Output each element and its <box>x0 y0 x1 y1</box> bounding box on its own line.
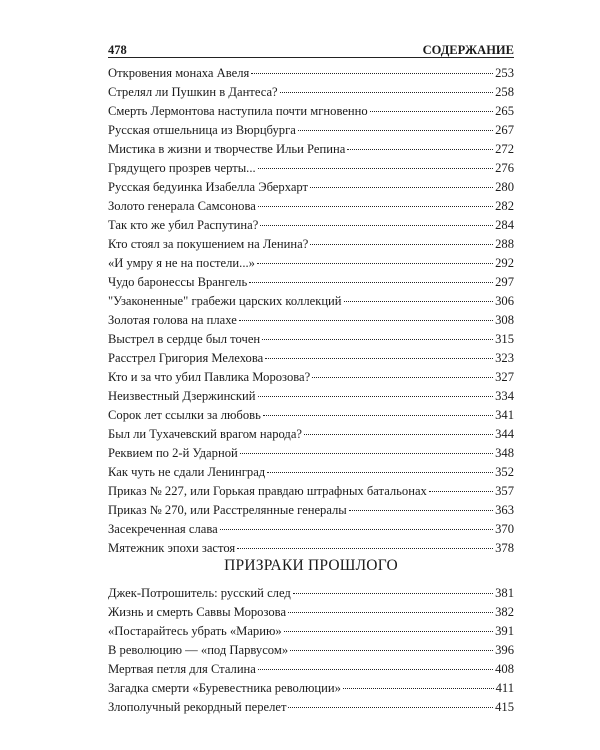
entry-page: 415 <box>495 700 514 714</box>
entry-page: 288 <box>495 237 514 251</box>
toc-entry[interactable] <box>108 482 514 501</box>
entry-page: 411 <box>495 681 514 695</box>
dot-leader <box>265 358 493 359</box>
dot-leader <box>344 301 494 302</box>
entry-title: Кто и за что убил Павлика Морозова? <box>108 370 311 384</box>
toc-entry[interactable] <box>108 641 514 660</box>
toc-entry[interactable] <box>108 121 514 140</box>
entry-page: 408 <box>495 662 514 676</box>
entry-title: Жизнь и смерть Саввы Морозова <box>108 605 287 619</box>
entry-page: 284 <box>495 218 514 232</box>
entry-page: 327 <box>495 370 514 384</box>
dot-leader <box>429 491 493 492</box>
entry-page: 282 <box>495 199 514 213</box>
entry-page: 308 <box>495 313 514 327</box>
entry-title: Грядущего прозрев черты... <box>108 161 256 175</box>
entry-page: 396 <box>495 643 514 657</box>
entry-title: "Узаконенные" грабежи царских коллекций <box>108 294 342 308</box>
dot-leader <box>239 320 493 321</box>
toc-entry[interactable] <box>108 235 514 254</box>
entry-page: 352 <box>495 465 514 479</box>
dot-leader <box>349 510 493 511</box>
toc-entry[interactable] <box>108 584 514 603</box>
toc-entry[interactable] <box>108 273 514 292</box>
toc-section-1 <box>108 64 514 558</box>
toc-entry[interactable] <box>108 197 514 216</box>
toc-entry[interactable] <box>108 254 514 273</box>
toc-entry[interactable] <box>108 406 514 425</box>
entry-title: Засекреченная слава <box>108 522 218 536</box>
entry-page: 265 <box>495 104 514 118</box>
dot-leader <box>240 453 493 454</box>
entry-title: Реквием по 2-й Ударной <box>108 446 238 460</box>
entry-page: 357 <box>495 484 514 498</box>
dot-leader <box>310 187 493 188</box>
entry-page: 323 <box>495 351 514 365</box>
entry-title: Выстрел в сердце был точен <box>108 332 261 346</box>
toc-entry[interactable] <box>108 444 514 463</box>
entry-title: Откровения монаха Авеля <box>108 66 250 80</box>
dot-leader <box>304 434 493 435</box>
entry-page: 258 <box>495 85 514 99</box>
dot-leader <box>249 282 493 283</box>
entry-title: Мертвая петля для Сталина <box>108 662 256 676</box>
entry-title: Золотая голова на плахе <box>108 313 237 327</box>
entry-page: 370 <box>495 522 514 536</box>
dot-leader <box>284 631 493 632</box>
entry-title: Мистика в жизни и творчестве Ильи Репина <box>108 142 346 156</box>
dot-leader <box>251 73 493 74</box>
entry-title: Сорок лет ссылки за любовь <box>108 408 261 422</box>
entry-title: В революцию — «под Парвусом» <box>108 643 289 657</box>
entry-page: 348 <box>495 446 514 460</box>
dot-leader <box>288 612 493 613</box>
page-number: 478 <box>108 43 127 57</box>
toc-entry[interactable] <box>108 539 514 558</box>
toc-entry[interactable] <box>108 292 514 311</box>
toc-entry[interactable] <box>108 64 514 83</box>
toc-entry[interactable] <box>108 622 514 641</box>
entry-title: Мятежник эпохи застоя <box>108 541 236 555</box>
dot-leader <box>257 263 493 264</box>
toc-entry[interactable] <box>108 368 514 387</box>
entry-title: Был ли Тухачевский врагом народа? <box>108 427 303 441</box>
dot-leader <box>267 472 493 473</box>
dot-leader <box>260 225 493 226</box>
entry-title: Джек-Потрошитель: русский след <box>108 586 291 600</box>
dot-leader <box>347 149 493 150</box>
entry-title: Расстрел Григория Мелехова <box>108 351 264 365</box>
dot-leader <box>263 415 493 416</box>
toc-entry[interactable] <box>108 311 514 330</box>
entry-title: Золото генерала Самсонова <box>108 199 256 213</box>
entry-page: 382 <box>495 605 514 619</box>
dot-leader <box>298 130 493 131</box>
dot-leader <box>290 650 493 651</box>
entry-page: 253 <box>495 66 514 80</box>
dot-leader <box>288 707 493 708</box>
dot-leader <box>220 529 493 530</box>
toc-entry[interactable] <box>108 140 514 159</box>
entry-page: 363 <box>495 503 514 517</box>
entry-page: 391 <box>495 624 514 638</box>
entry-title: Как чуть не сдали Ленинград <box>108 465 266 479</box>
dot-leader <box>237 548 493 549</box>
entry-title: «И умру я не на постели...» <box>108 256 255 270</box>
toc-entry[interactable] <box>108 330 514 349</box>
toc-section-2 <box>108 584 514 717</box>
entry-page: 280 <box>495 180 514 194</box>
entry-title: «Постарайтесь убрать «Марию» <box>108 624 282 638</box>
dot-leader <box>343 688 494 689</box>
toc-entry[interactable] <box>108 603 514 622</box>
running-title: СОДЕРЖАНИЕ <box>422 43 514 57</box>
toc-entry[interactable] <box>108 387 514 406</box>
entry-title: Приказ № 227, или Горькая правдаю штрафных батальонах <box>108 484 427 498</box>
page-header <box>108 38 514 58</box>
entry-title: Загадка смерти «Буревестника революции» <box>108 681 341 695</box>
entry-title: Приказ № 270, или Расстрелянные генералы <box>108 503 347 517</box>
dot-leader <box>258 168 493 169</box>
toc-entry[interactable] <box>108 216 514 235</box>
dot-leader <box>280 92 493 93</box>
toc-entry[interactable] <box>108 520 514 539</box>
toc-entry[interactable] <box>108 501 514 520</box>
entry-title: Так кто же убил Распутина? <box>108 218 259 232</box>
entry-page: 272 <box>495 142 514 156</box>
entry-page: 378 <box>495 541 514 555</box>
toc-entry[interactable] <box>108 660 514 679</box>
header-rule <box>108 57 514 58</box>
entry-title: Стрелял ли Пушкин в Дантеса? <box>108 85 278 99</box>
entry-page: 297 <box>495 275 514 289</box>
dot-leader <box>258 396 494 397</box>
toc-entry[interactable] <box>108 178 514 197</box>
dot-leader <box>262 339 493 340</box>
entry-page: 381 <box>495 586 514 600</box>
entry-title: Русская бедуинка Изабелла Эберхарт <box>108 180 309 194</box>
entry-page: 306 <box>495 294 514 308</box>
toc-entry[interactable] <box>108 463 514 482</box>
dot-leader <box>370 111 493 112</box>
dot-leader <box>293 593 493 594</box>
entry-page: 334 <box>495 389 514 403</box>
dot-leader <box>258 206 493 207</box>
toc-entry[interactable] <box>108 102 514 121</box>
entry-page: 341 <box>495 408 514 422</box>
entry-title: Неизвестный Дзержинский <box>108 389 256 403</box>
dot-leader <box>312 377 493 378</box>
toc-entry[interactable] <box>108 698 514 717</box>
toc-entry[interactable] <box>108 349 514 368</box>
dot-leader <box>258 669 493 670</box>
entry-title: Смерть Лермонтова наступила почти мгновенно <box>108 104 368 118</box>
entry-title: Злополучный рекордный перелет <box>108 700 287 714</box>
toc-entry[interactable] <box>108 679 514 698</box>
entry-title: Чудо баронессы Врангель <box>108 275 248 289</box>
entry-page: 315 <box>495 332 514 346</box>
toc-entry[interactable] <box>108 159 514 178</box>
entry-page: 292 <box>495 256 514 270</box>
toc-entry[interactable] <box>108 425 514 444</box>
entry-page: 344 <box>495 427 514 441</box>
toc-entry[interactable] <box>108 83 514 102</box>
section-heading: ПРИЗРАКИ ПРОШЛОГО <box>224 557 398 574</box>
entry-title: Кто стоял за покушением на Ленина? <box>108 237 309 251</box>
dot-leader <box>310 244 493 245</box>
entry-title: Русская отшельница из Вюрцбурга <box>108 123 296 137</box>
entry-page: 267 <box>495 123 514 137</box>
entry-page: 276 <box>495 161 514 175</box>
